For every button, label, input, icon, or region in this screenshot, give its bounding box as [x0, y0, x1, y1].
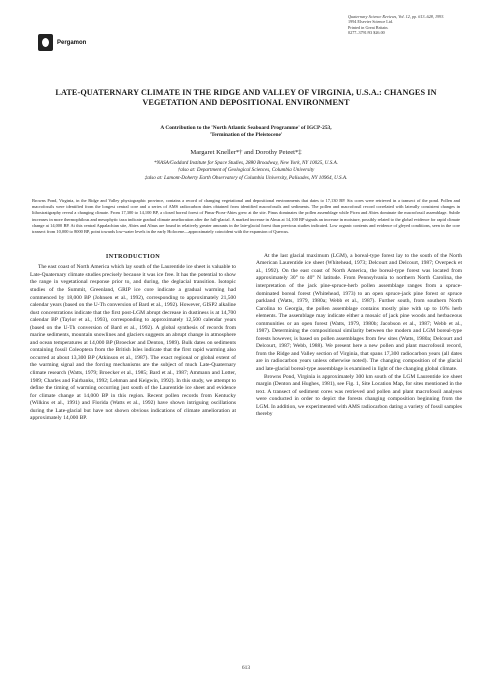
publisher-block: [38, 34, 86, 51]
paragraph: At the last glacial maximum (LGM), a boreal-type forest lay to the south of the North American Laurentide ice sheet (Whitehead, 1973; Delcourt and Delcourt, 1987; Overpeck et al., 1992). On the east coast of North America, the boreal-type forest was located from approximately 30° to 40° N latitude. From Pennsylvania to northern North Carolina, the interpretation of the jack pine-spruce-herb pollen assemblage ranges from a spruce-dominated boreal forest (Whitehead, 1973) to an open spruce-jack pine forest or spruce parkland (Watts, 1979, 1980a; Webb et al., 1987). Further south, from southern North Carolina to Georgia, the pollen assemblage contains mostly pine with up to 10% herb elements. The assemblage may indicate either a mosaic of jack pine woods and herbaceous communities or an open forest (Watts, 1979, 1980b; Jacobson et al., 1987; Webb et al., 1987). Determining the compositional similarity between the modern and LGM boreal-type forests however, is based on pollen assemblages from few sites (Watts, 1980a; Delcourt and Delcourt, 1987; Webb, 1988). We present here a new pollen and plant macrofossil record, from the Ridge and Valley section of Virginia, that spans 17,300 radiocarbon years (all dates are in radiocarbon years unless otherwise noted). The changing composition of the glacial and late-glacial boreal-type assemblage is examined in light of the changing global climate.: [256, 252, 462, 372]
contribution-line: 'Termination of the Pleistocene': [209, 132, 283, 138]
journal-ref-line: Printed in Great Britain.: [348, 24, 389, 30]
section-heading: INTRODUCTION: [105, 252, 161, 260]
contribution-line: A Contribution to the 'North Atlantic Seaboard Programme' of IGCP-253,: [160, 125, 332, 131]
contribution-note: [30, 125, 462, 139]
affiliations: [30, 160, 462, 182]
right-column: [256, 253, 462, 423]
journal-ref-line: 0277–3791/93 $26.00: [348, 29, 385, 35]
abstract: Browns Pond, Virginia, in the Ridge and Valley physiographic province, contains a record of changing vegetational and depositional environments that dates to 17,130 BP. Six cores were retrieved in a transect of the pond. Pollen and macrofossils were identified from the longest central core and a series of AMS radiocarbon dates obtained from identified macrofossils and sediments. The pollen and macrofossil record correlated with laterally consistent changes in lithostratigraphy reveal a changing climate. From 17,300 to 14,100 BP, a closed boreal forest of Pinus-Picea-Abies grew at the site. Pinus dominates the pollen assemblage while Picea and Abies dominate the macrofossil assemblage. Subtle increases in more thermophilous and mesophytic taxa indicate gradual climate amelioration after the full-glacial. A marked increase in Alnus at 14,100 BP signals an increase in moisture, possibly related to the global evidence for rapid climate change at 14,000 BP. At this central Appalachian site, Abies and Alnus are found in relatively greater amounts in the late-glacial forest than previous studies indicated. Low organic contents and evidence of gleyed conditions, seen in the core transect from 10,000 to 8000 BP, point towards low-water levels in the early Holocene—approximately coincident with the expansion of Quercus.: [32, 198, 460, 234]
body-columns: [30, 253, 462, 423]
affiliation-line: *NASA/Goddard Institute for Space Studies, 2880 Broadway, New York, NY 10025, U.S.A.: [154, 160, 338, 166]
journal-reference: [348, 14, 458, 35]
affiliation-line: †also at: Department of Geological Sciences, Columbia University: [177, 167, 315, 174]
paragraph: Browns Pond, Virginia is approximately 300 km south of the LGM Laurentide ice sheet margin (Denton and Hughes, 1981), see Fig. 1, Site Location Map, for sites mentioned in the text. A transect of sediment cores was retrieved and pollen and plant macrofossil analyses were conducted in order to depict the forests changing composition beginning from the LGM. In addition, we experimented with AMS radiocarbon dating a variety of fossil samples thereby: [256, 373, 462, 418]
left-column: [30, 253, 236, 423]
journal-ref-line: Quaternary Science Reviews, Vol. 12, pp. 613–628, 1993.: [348, 14, 445, 19]
publisher-name: Pergamon: [57, 39, 87, 46]
article-title: LATE-QUATERNARY CLIMATE IN THE RIDGE AND VALLEY OF VIRGINIA, U.S.A.: CHANGES IN VEGETATION AND DEPOSITIONAL ENVIRONMENT: [55, 88, 437, 107]
journal-ref-line: 1994 Elsevier Science Ltd.: [348, 19, 394, 25]
author-list: Margaret Kneller*† and Dorothy Peteet*‡: [190, 149, 302, 156]
paragraph: The east coast of North America which lay south of the Laurentide ice sheet is valuable to Late-Quaternary climate studies precisely because it was ice free. It has the potential to show the range in vegetational response prior to, and during, the deglacial transition. Isotopic studies of the Summit, Greenland, GRIP ice core indicate a gradual warming had commenced by 18,000 BP (Johnsen et al., 1992), corresponding to approximately 21,500 calendar years (based on the U-Th conversion of Bard et al., 1992). However, GISP2 alkaline dust concentrations indicate that the first post-LGM abrupt decrease in dustiness is at 14,700 calendar BP (Taylor et al., 1993), corresponding to approximately 12,500 calendar years (based on the U-Th conversion of Bard et al., 1992). A global synthesis of records from marine sediments, mountain snowlines and glaciers suggests an abrupt change in atmosphere and ocean temperatures at 14,000 BP (Broecker and Denton, 1989). Bulk dates on sediments containing fossil Coleoptera from the British Isles indicate that the first rapid warming also occurred at about 13,300 BP (Atkinson et al., 1987). The exact regional or global extent of the warming signal and the forcing mechanisms are the subject of much Late-Quaternary climate research (Watts, 1979; Broecker et al., 1985; Bard et al., 1987; Ammann and Lotter, 1989; Charles and Fairbanks, 1992; Lehman and Keigwin, 1992). In this study, we attempt to define the timing of warming occurring just south of the Laurentide ice sheet and evidence for climate change at 14,000 BP in this region. Recent pollen records from Kentucky (Wilkins et al., 1991) and Florida (Watts et al., 1992) have shown intriguing oscillations during the Late-glacial but have not shown obvious indications of climate amelioration at approximately 14,000 BP.: [30, 264, 236, 422]
page-number: 613: [241, 665, 251, 671]
pergamon-logo-icon: [38, 34, 53, 51]
masthead: [30, 12, 462, 78]
affiliation-line: ‡also at: Lamont-Doherty Earth Observatory of Columbia University, Palisades, NY 10964, U.S.A.: [144, 174, 348, 181]
